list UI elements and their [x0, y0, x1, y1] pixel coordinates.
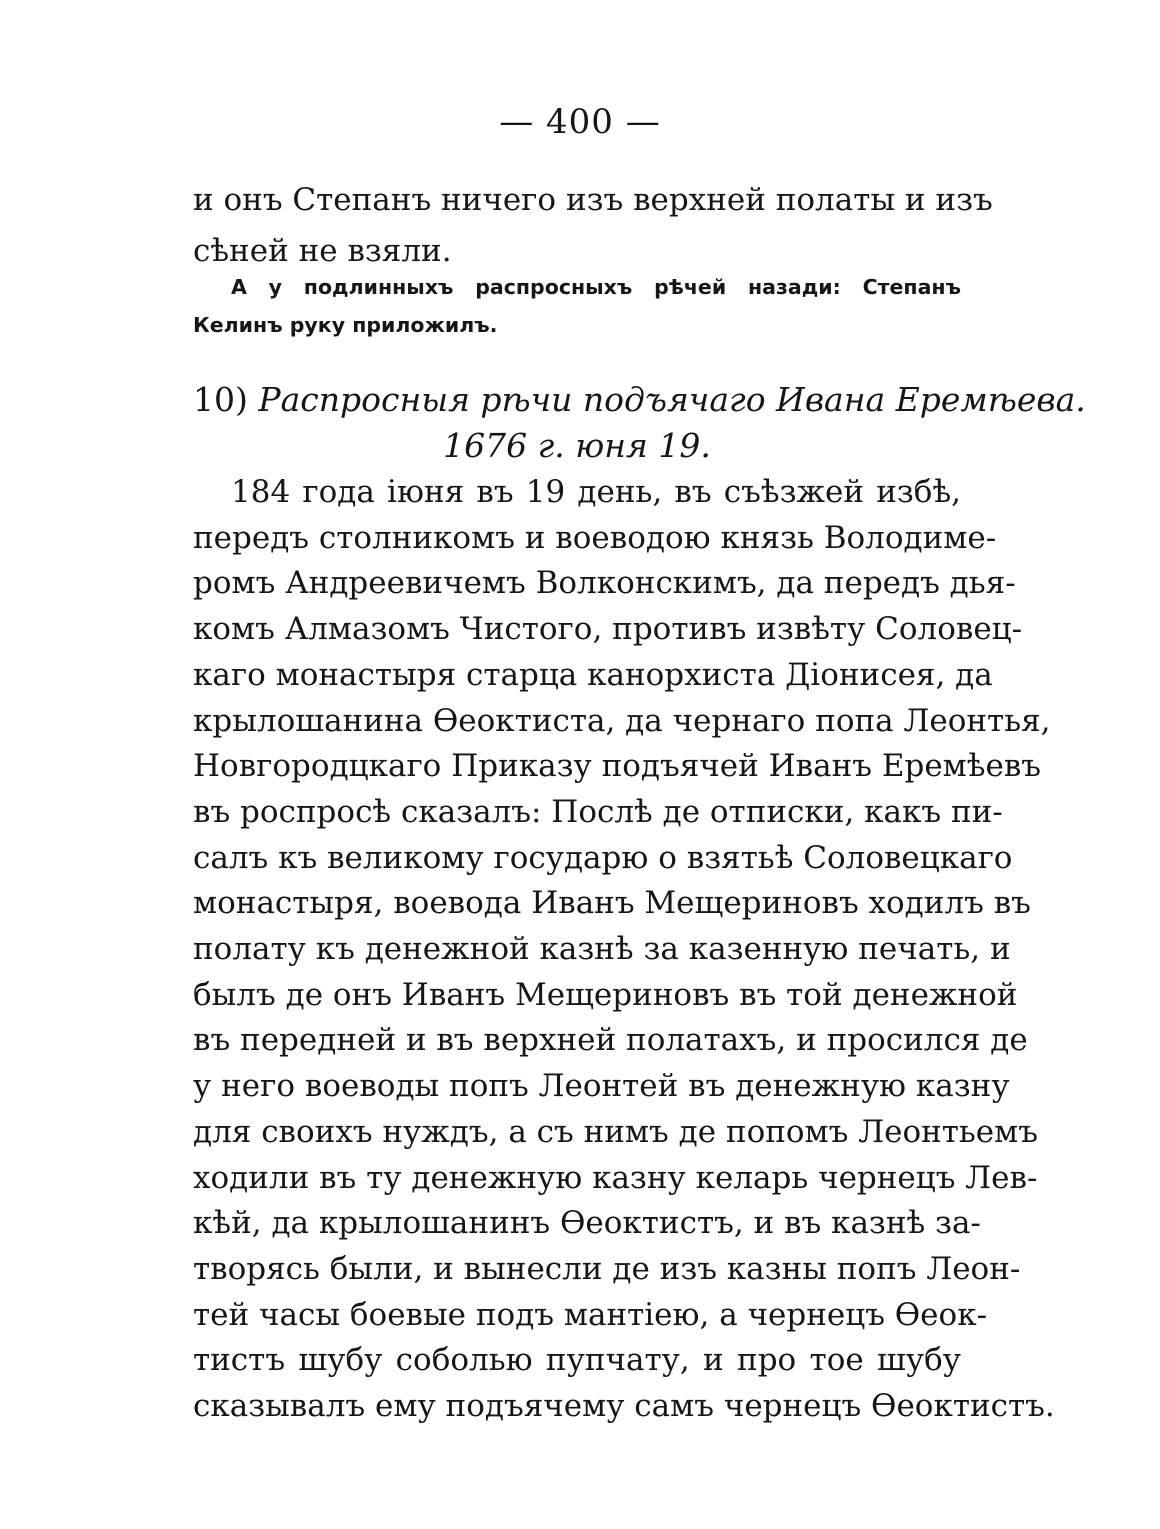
text-line: А у подлинныхъ распросныхъ рѣчей назади: Степанъ: [231, 275, 961, 299]
text-line: салъ къ великому государю о взятьѣ Соловецкаго: [193, 839, 1013, 876]
text-line: сѣней не взяли.: [193, 233, 452, 269]
continuation-paragraph: [193, 175, 993, 277]
text-line: въ роспросѣ сказалъ: Послѣ де отписки, какъ пи-: [193, 793, 1003, 830]
text-line: каго монастыря старца канорхиста Діонисея, да: [193, 656, 993, 693]
text-line: 184 года іюня въ 19 день, въ съѣзжей избѣ,: [231, 474, 961, 510]
text-line: ходили въ ту денежную казну келарь чернецъ Лев-: [193, 1159, 1038, 1196]
section-title: Распросныя рѣчи подъячаго Ивана Еремѣева.: [258, 380, 1086, 419]
text-line: полату къ денежной казнѣ за казенную печать, и: [193, 931, 1011, 968]
section-number: 10): [193, 380, 248, 419]
text-line: монастыря, воевода Иванъ Мещериновъ ходилъ въ: [193, 885, 1031, 922]
text-line: комъ Алмазомъ Чистого, противъ извѣту Соловец-: [193, 611, 1023, 648]
page-number: — 400 —: [499, 102, 661, 142]
text-line: Келинъ руку приложилъ.: [193, 313, 498, 337]
text-line: Новгородцкаго Приказу подъячей Иванъ Еремѣевъ: [193, 748, 1042, 785]
signature-note: [193, 268, 961, 344]
text-line: у него воеводы попъ Леонтей въ денежную казну: [193, 1068, 1010, 1105]
body-paragraph: [193, 470, 1055, 1430]
text-line: и онъ Степанъ ничего изъ верхней полаты и изъ: [193, 182, 993, 218]
text-line: крылошанина Ѳеоктиста, да чернаго попа Леонтья,: [193, 702, 1051, 739]
text-line: сказывалъ ему подъячему самъ чернецъ Ѳеоктистъ.: [193, 1388, 1055, 1425]
section-date: 1676 г. юня 19.: [443, 426, 711, 465]
text-line: въ передней и въ верхней полатахъ, и просился де: [193, 1022, 1028, 1059]
text-line: кѣй, да крылошанинъ Ѳеоктистъ, и въ казнѣ за-: [193, 1205, 981, 1242]
text-line: для своихъ нуждъ, а съ нимъ де попомъ Леонтьемъ: [193, 1113, 1038, 1150]
text-line: ромъ Андреевичемъ Волконскимъ, да передъ дья-: [193, 565, 1016, 602]
heading-title-line: [193, 377, 1086, 423]
text-line: творясь были, и вынесли де изъ казны попъ Леон-: [193, 1250, 1021, 1287]
text-line: тей часы боевые подъ мантіею, а чернецъ Ѳеок-: [193, 1296, 988, 1333]
text-line: тистъ шубу соболью пупчату, и про тое шубу: [193, 1342, 961, 1379]
text-line: былъ де онъ Иванъ Мещериновъ въ той денежной: [193, 976, 1018, 1013]
section-heading: [193, 377, 1086, 469]
text-line: передъ столникомъ и воеводою князь Володиме-: [193, 519, 997, 556]
